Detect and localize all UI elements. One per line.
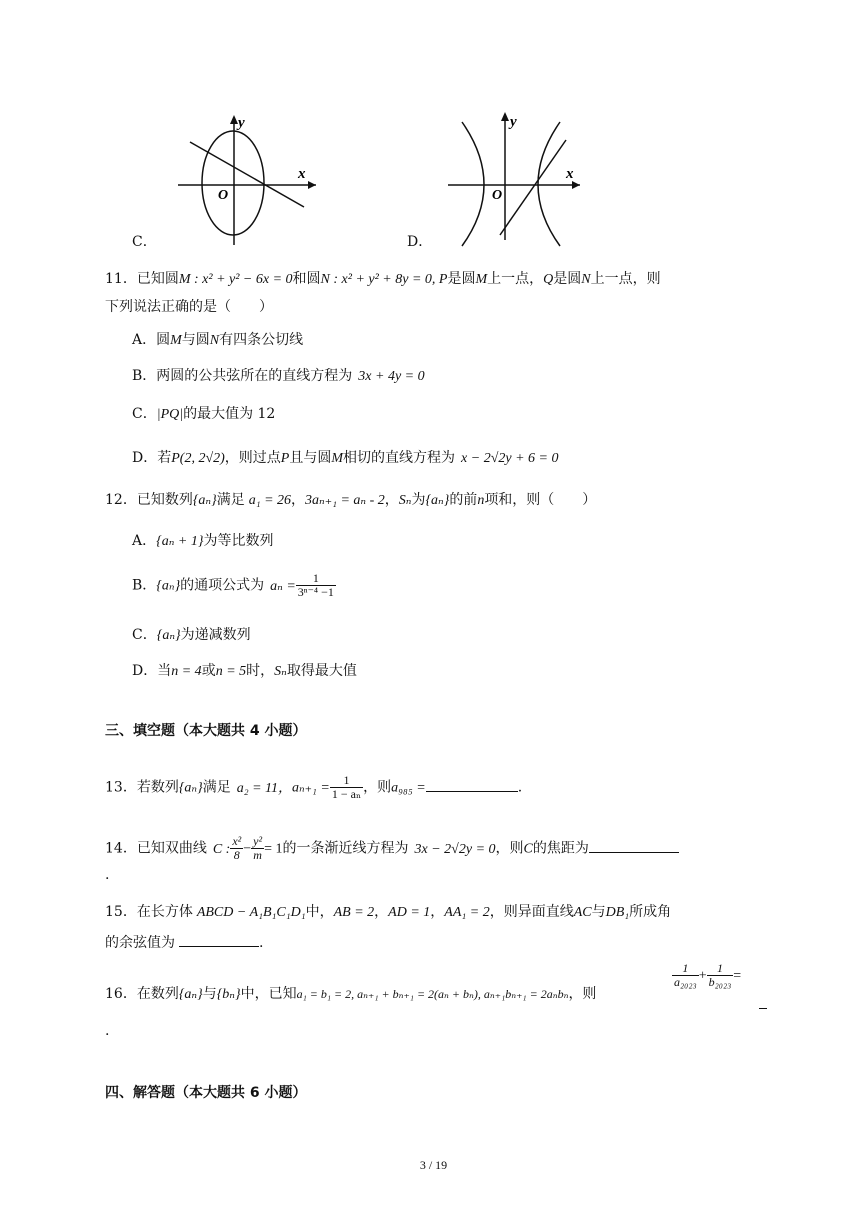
option-symbol: n = 4 [171,664,202,679]
figure-c [120,95,330,255]
option-text: 圆 [156,332,171,348]
q14-symbol: C : [212,841,231,857]
q15-text: 与 [591,904,606,920]
q15-text: 在长方体 [136,904,193,920]
option-label: B． [132,368,157,384]
q16-symbol: {aₙ} [178,987,203,1002]
q14-answer-blank[interactable] [589,838,679,853]
q12-symbol: {aₙ} [192,493,217,508]
q16-symbol: {bₙ} [216,987,241,1002]
option-label: C． [132,627,157,643]
option-label: D． [132,663,158,679]
q16-symbol: + [698,968,707,984]
q15-symbol: AD = 1 [388,905,431,920]
q12-b-fraction [296,572,336,599]
q11-symbol: N [581,272,591,287]
fraction-denominator: b₂₀₂₃ [708,975,732,989]
option-symbol: {aₙ + 1} [156,534,204,549]
fraction-denominator: 1 − aₙ [331,787,362,801]
q15-symbol: AC [573,905,592,920]
q15-line2 [105,932,263,952]
q14-text: 已知双曲线 [136,840,207,857]
option-text: 为等比数列 [203,533,274,549]
q16-text: 中，已知 [240,986,297,1002]
q15-number: 15． [105,904,137,920]
q13-fraction [330,774,363,801]
q16-text: 在数列 [136,986,179,1002]
q15-answer-blank[interactable] [179,932,259,947]
option-label: B． [132,577,157,594]
option-equation: 3x + 4y = 0 [358,369,425,384]
option-label: A． [132,533,157,549]
option-text: 取得最大值 [286,663,357,679]
q15-symbol: ABCD − A₁B₁C₁D₁ [196,905,306,920]
q16-text: ，则 [568,986,597,1002]
option-symbol: P(2, 2√2) [171,451,225,466]
q15-symbol: DB₁ [605,905,630,920]
figure-d-label: D． [407,234,433,250]
q11-symbol: Q [543,272,554,287]
q15-text: 所成角 [629,904,672,920]
q11-symbol: M [475,272,488,287]
q15-symbol: AB = 2 [333,905,375,920]
q12-option-a [132,532,273,551]
q16-number: 16． [105,986,137,1002]
q12-symbol: a₁ = 26 [248,493,292,508]
q16-symbol: = [733,968,742,984]
q15-text: ， [374,904,389,920]
q12-text: 为 [411,492,426,508]
q15 [105,903,671,922]
option-symbol: aₙ = [270,578,296,594]
q16 [105,985,596,1004]
fraction-denominator: m [253,848,262,862]
q11-option-b [132,367,425,386]
option-symbol: Sₙ [274,664,287,679]
fraction-denominator: a₂₀₂₃ [674,975,697,989]
fraction-denominator: 8 [233,848,240,862]
q13-text: 满足 [202,779,231,796]
q12-text: 的前 [449,492,478,508]
fraction-numerator: 1 [296,572,336,586]
q12-number: 12． [105,492,137,508]
q12-option-b [132,572,336,599]
q11-text: 是圆 [447,271,476,287]
q14-symbol: − [243,841,252,857]
option-symbol: |PQ| [156,407,184,422]
option-label: A． [132,332,157,348]
q15-text: ， [430,904,445,920]
q11-text: 是圆 [553,271,582,287]
option-text: 若 [157,450,172,466]
option-symbol: N [209,333,220,348]
fraction-numerator: y² [253,834,263,848]
option-symbol: P [280,451,290,466]
option-label: D． [132,450,158,466]
q16-fraction-b [707,962,734,989]
figure-c-y-label: y [238,115,245,131]
option-equation: x − 2√2y + 6 = 0 [461,451,559,466]
q16-fraction-a [672,962,699,989]
q14-text: ，则 [495,840,524,857]
figure-d-origin: O [492,188,503,203]
q11-text: 已知圆 [136,271,179,287]
q11-text: 上一点， [487,271,544,287]
option-symbol: M [170,333,182,348]
q11-circle-m: M : x² + y² − 6x = 0 [178,272,293,287]
option-text: 时， [246,663,275,679]
option-symbol: {aₙ} [156,578,181,594]
q15-text: 的余弦值为 [105,935,175,951]
option-text: 的通项公式为 [180,577,265,594]
fraction-numerator: 1 [330,774,363,788]
option-text: 的最大值为 12 [183,406,276,422]
figure-c-label: C． [132,234,157,250]
q14-number: 14． [105,840,137,857]
option-text: 相切的直线方程为 [343,450,456,466]
q12-text: 满足 [216,492,245,508]
option-symbol: M [331,451,344,466]
q11-number: 11． [105,271,137,287]
q12-text: ， [384,492,399,508]
option-text: 与圆 [181,332,210,348]
figure-c-origin: O [218,188,229,203]
q12-text: ， [291,492,306,508]
option-label: C． [132,406,157,422]
q15-text: . [259,935,264,951]
q15-symbol: AA₁ = 2 [444,905,490,920]
q13-answer-blank[interactable] [426,777,518,792]
q12-option-d [132,662,357,681]
fraction-numerator: 1 [672,962,699,976]
option-symbol: {aₙ} [156,628,181,643]
option-text: 当 [157,663,172,679]
q14 [105,835,679,862]
section-title: 三、填空题（本大题共 4 小题） [105,723,307,739]
q11-option-a [132,331,303,350]
option-symbol: n = 5 [215,664,247,679]
fraction-numerator: 1 [707,962,734,976]
q16-end: . [105,1023,110,1039]
q14-fraction-y [251,835,264,862]
figure-d-graph [440,100,600,250]
q13-symbol: aₙ₊₁ = [291,780,330,796]
q11-text: 和圆 [292,271,321,287]
q14-fraction-x [230,835,243,862]
option-text: ，则过点 [224,450,281,466]
q11-stem-line2: 下列说法正确的是（ ） [105,299,273,315]
q12-text: 项和，则（ ） [484,492,597,508]
option-text: 两圆的公共弦所在的直线方程为 [156,368,353,384]
q12-stem [105,491,596,510]
q15-text: 中， [305,904,334,920]
q13-symbol: a₉₈₅ = [391,780,426,796]
q14-symbol: C [523,841,533,857]
q12-symbol: 3aₙ₊₁ = aₙ - 2 [305,493,385,508]
q13-number: 13． [105,779,137,796]
q14-symbol: 3x − 2√2y = 0 [414,841,496,857]
q13-text: 若数列 [136,779,179,796]
figure-d-y-label: y [510,114,517,130]
q16-expression [672,962,741,989]
page-number: 3 / 19 [419,1158,448,1172]
figure-c-x-label: x [298,166,306,182]
q13 [105,774,522,801]
q14-symbol: = 1 [264,841,283,857]
q13-symbol: a₂ = 11， [236,780,292,796]
q11-option-d [132,449,558,468]
q12-symbol: n [477,493,485,508]
q11-option-c [132,405,275,424]
q11-circle-n: N : x² + y² + 8y = 0, P [320,272,448,287]
q16-answer-blank[interactable] [759,1008,767,1009]
q14-text: 的一条渐近线方程为 [282,840,409,857]
q11-text: 上一点，则 [590,271,661,287]
q14-end: . [105,867,110,883]
q15-text: ，则异面直线 [489,904,574,920]
q11-stem [105,270,661,289]
q16-text: 与 [202,986,217,1002]
q12-option-c [132,626,251,645]
q16-symbol: a₁ = b₁ = 2, aₙ₊₁ + bₙ₊₁ = 2(aₙ + bₙ), aₙ₊₁bₙ₊₁ = 2aₙbₙ [296,987,569,1001]
q12-symbol: Sₙ [398,493,412,508]
q12-text: 已知数列 [136,492,193,508]
figure-c-graph [120,95,330,255]
fraction-numerator: x² [232,834,242,848]
q14-text: 的焦距为 [532,840,589,857]
figure-d [440,100,600,250]
q13-text: . [517,779,523,796]
section-title: 四、解答题（本大题共 6 小题） [105,1085,307,1101]
option-text: 为递减数列 [180,627,251,643]
figure-d-x-label: x [566,166,574,182]
option-text: 或 [201,663,216,679]
q12-symbol: {aₙ} [425,493,450,508]
fraction-denominator: 3ⁿ⁻⁴ −1 [297,585,334,599]
q13-text: ，则 [363,779,392,796]
option-text: 有四条公切线 [219,332,304,348]
option-text: 且与圆 [289,450,332,466]
q13-symbol: {aₙ} [178,780,203,796]
